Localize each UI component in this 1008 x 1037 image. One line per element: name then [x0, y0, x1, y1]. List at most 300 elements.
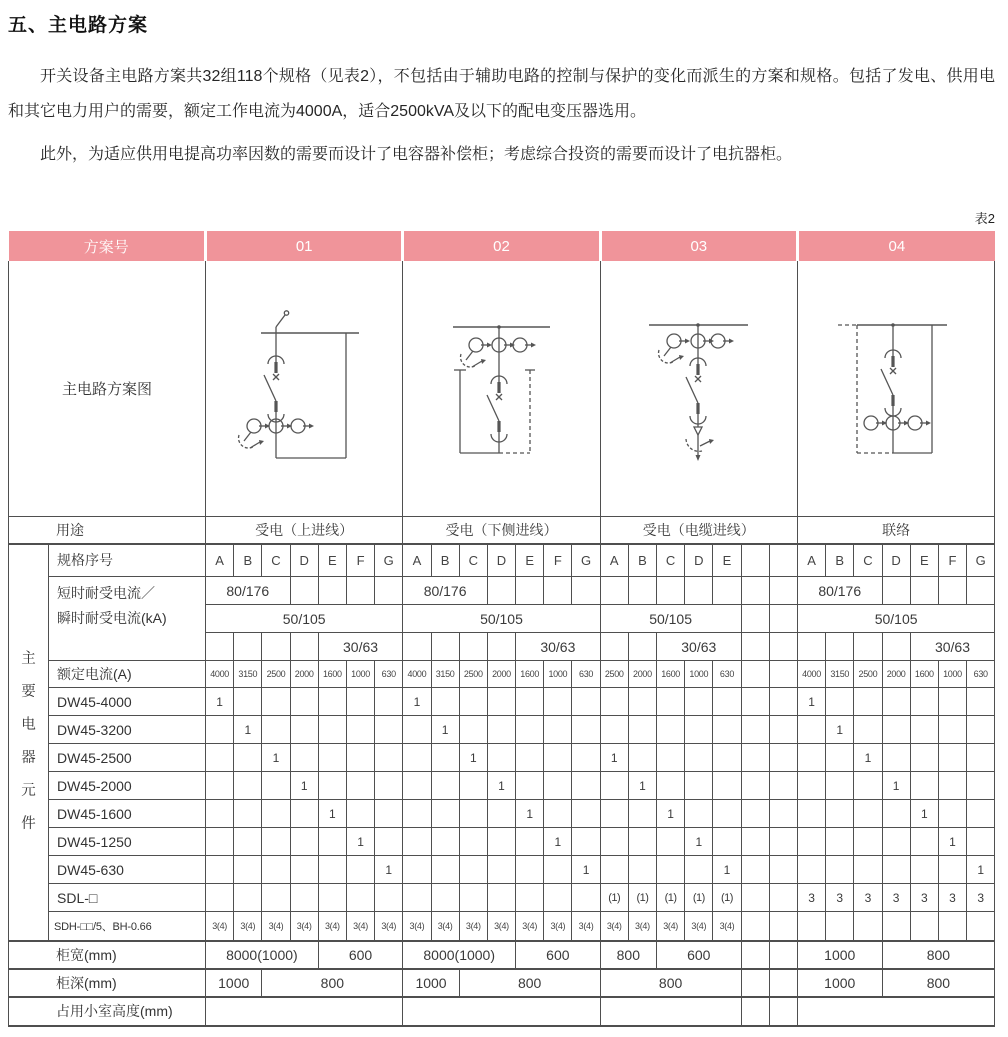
cell	[516, 577, 544, 605]
cell	[685, 716, 713, 744]
cell	[459, 856, 487, 884]
cell	[938, 744, 966, 772]
cell	[769, 969, 797, 997]
cell	[375, 577, 403, 605]
cell: 1	[797, 688, 825, 716]
cell: 1000	[346, 661, 374, 688]
cell	[769, 912, 797, 941]
cell: 1000	[797, 941, 882, 969]
cell	[713, 688, 741, 716]
cell	[741, 544, 769, 577]
cell: D	[882, 544, 910, 577]
cell	[826, 856, 854, 884]
cell	[234, 856, 262, 884]
cell: 80/176	[797, 577, 882, 605]
row-label: 柜宽(mm)	[9, 941, 206, 969]
cell	[713, 744, 741, 772]
cell	[741, 577, 769, 605]
cell	[769, 997, 797, 1026]
cell	[234, 633, 262, 661]
cell: 3(4)	[234, 912, 262, 941]
diagram-row	[9, 261, 995, 517]
cell: 630	[967, 661, 995, 688]
cell	[910, 912, 938, 941]
cell	[206, 884, 234, 912]
cell: F	[938, 544, 966, 577]
row-label: SDL-□	[49, 884, 206, 912]
cell: 3(4)	[628, 912, 656, 941]
cell	[516, 772, 544, 800]
paragraph-1: 开关设备主电路方案共32组118个规格（见表2），不包括由于辅助电路的控制与保护的变化而派生的方案和规格。包括了发电、供用电和其它电力用户的需要，额定工作电流为4000A，适合2500kVA及以下的配电变压器选用。	[8, 68, 995, 120]
cell	[206, 633, 234, 661]
cell: 630	[572, 661, 600, 688]
cell	[403, 744, 431, 772]
cell	[685, 688, 713, 716]
usage-scheme-03: 受电（电缆进线）	[600, 517, 797, 544]
cell: 4000	[206, 661, 234, 688]
cell: 1	[318, 800, 346, 828]
cell	[346, 716, 374, 744]
cell	[206, 772, 234, 800]
cell: D	[290, 544, 318, 577]
cell	[797, 912, 825, 941]
cell: 3(4)	[516, 912, 544, 941]
cell: 3(4)	[346, 912, 374, 941]
cell: C	[262, 544, 290, 577]
cell	[600, 688, 628, 716]
cell: 1	[628, 772, 656, 800]
cell	[234, 800, 262, 828]
cell: 1000	[797, 969, 882, 997]
cell: (1)	[657, 884, 685, 912]
cell: E	[713, 544, 741, 577]
cell	[741, 605, 769, 633]
cell	[431, 772, 459, 800]
cell	[487, 744, 515, 772]
cell	[459, 828, 487, 856]
cell: 2000	[628, 661, 656, 688]
cell	[826, 633, 854, 661]
cell	[769, 941, 797, 969]
cell	[262, 633, 290, 661]
cell	[713, 577, 741, 605]
cell	[459, 800, 487, 828]
cell: 8000(1000)	[206, 941, 319, 969]
cell: G	[967, 544, 995, 577]
cell	[713, 716, 741, 744]
row-label: 柜深(mm)	[9, 969, 206, 997]
component-row-dw45-2000	[9, 772, 995, 800]
cell: 3(4)	[403, 912, 431, 941]
cell	[487, 856, 515, 884]
cell	[882, 577, 910, 605]
cell	[544, 716, 572, 744]
cell: C	[459, 544, 487, 577]
cell	[910, 772, 938, 800]
cell	[938, 577, 966, 605]
scheme-number-label: 方案号	[9, 231, 206, 261]
cell	[741, 912, 769, 941]
cell	[290, 828, 318, 856]
cell	[375, 688, 403, 716]
cell: 3(4)	[657, 912, 685, 941]
cell: 30/63	[910, 633, 995, 661]
room-height-row	[9, 997, 995, 1026]
cell	[600, 772, 628, 800]
cell	[346, 772, 374, 800]
cell	[657, 772, 685, 800]
cell	[516, 884, 544, 912]
cell	[544, 772, 572, 800]
cell	[487, 688, 515, 716]
cell	[769, 856, 797, 884]
cell	[262, 716, 290, 744]
cell	[403, 997, 600, 1026]
cell	[431, 884, 459, 912]
cell	[572, 884, 600, 912]
cell: 1	[375, 856, 403, 884]
cell	[741, 688, 769, 716]
cell	[572, 772, 600, 800]
cell: G	[375, 544, 403, 577]
cell	[797, 744, 825, 772]
cell: 4000	[403, 661, 431, 688]
cell	[487, 577, 515, 605]
cell	[910, 688, 938, 716]
cell: 1	[234, 716, 262, 744]
scheme-02-diagram-cell	[403, 261, 600, 517]
cell	[769, 716, 797, 744]
row-label: DW45-630	[49, 856, 206, 884]
cell: 3(4)	[685, 912, 713, 941]
cell: 3(4)	[262, 912, 290, 941]
cell	[403, 884, 431, 912]
cell: 3	[938, 884, 966, 912]
scheme-02-diagram	[403, 261, 600, 513]
cell	[769, 800, 797, 828]
cell	[797, 828, 825, 856]
cell: F	[544, 544, 572, 577]
usage-scheme-02: 受电（下侧进线）	[403, 517, 600, 544]
usage-label: 用途	[9, 517, 206, 544]
cell: 3	[967, 884, 995, 912]
cell: 1000	[206, 969, 262, 997]
cell: 600	[516, 941, 601, 969]
cell	[262, 884, 290, 912]
header-row	[9, 231, 995, 261]
rated-current-row	[9, 661, 995, 688]
cell: 1	[910, 800, 938, 828]
cell: 3(4)	[431, 912, 459, 941]
cell	[967, 800, 995, 828]
cell	[516, 688, 544, 716]
cell: 3150	[234, 661, 262, 688]
row-label: 额定电流(A)	[49, 661, 206, 688]
cell	[431, 633, 459, 661]
cell	[826, 772, 854, 800]
cell: D	[685, 544, 713, 577]
cell: (1)	[713, 884, 741, 912]
row-label: SDH-□□/5、BH-0.66	[49, 912, 206, 941]
scheme-01-diagram-cell	[206, 261, 403, 517]
cell: 1	[657, 800, 685, 828]
cell	[628, 688, 656, 716]
cell	[544, 744, 572, 772]
cell	[600, 716, 628, 744]
cell	[234, 884, 262, 912]
cell	[713, 828, 741, 856]
cell: 50/105	[797, 605, 994, 633]
cell	[206, 716, 234, 744]
component-row-dw45-4000	[9, 688, 995, 716]
cell	[769, 633, 797, 661]
cell	[967, 688, 995, 716]
cell	[318, 884, 346, 912]
cell: 8000(1000)	[403, 941, 516, 969]
cell: 1	[600, 744, 628, 772]
cell: (1)	[685, 884, 713, 912]
usage-scheme-04: 联络	[797, 517, 994, 544]
cell: 4000	[797, 661, 825, 688]
cell	[938, 856, 966, 884]
cell	[657, 856, 685, 884]
cell	[290, 688, 318, 716]
spec-serial-row	[9, 544, 995, 577]
cell	[346, 856, 374, 884]
cell	[572, 828, 600, 856]
cell: 1	[938, 828, 966, 856]
catalog-section	[8, 10, 995, 1027]
cell	[572, 688, 600, 716]
cell	[741, 856, 769, 884]
cell: 30/63	[318, 633, 403, 661]
cell	[628, 744, 656, 772]
cell	[769, 605, 797, 633]
cell: 1	[431, 716, 459, 744]
cell	[290, 633, 318, 661]
cell	[797, 716, 825, 744]
cell: 2500	[854, 661, 882, 688]
cell	[741, 941, 769, 969]
cell: 3(4)	[375, 912, 403, 941]
cell: 80/176	[206, 577, 291, 605]
cell: 1	[346, 828, 374, 856]
cell: 3(4)	[206, 912, 234, 941]
cell: 1600	[318, 661, 346, 688]
cell	[290, 800, 318, 828]
cell	[375, 800, 403, 828]
cell: 3	[826, 884, 854, 912]
cell	[628, 828, 656, 856]
cell: 1600	[910, 661, 938, 688]
scheme-01-header: 01	[206, 231, 403, 261]
cell: 3	[854, 884, 882, 912]
cell: 1	[262, 744, 290, 772]
cell	[713, 800, 741, 828]
cell	[346, 688, 374, 716]
cell: 3	[882, 884, 910, 912]
cell	[487, 633, 515, 661]
cell: A	[797, 544, 825, 577]
cell	[234, 744, 262, 772]
cell: E	[910, 544, 938, 577]
cell	[206, 997, 403, 1026]
component-row-sdh	[9, 912, 995, 941]
cell: 3(4)	[713, 912, 741, 941]
cell	[826, 744, 854, 772]
cell	[628, 856, 656, 884]
cell: 30/63	[516, 633, 601, 661]
cell	[600, 800, 628, 828]
cell	[403, 856, 431, 884]
cell	[459, 772, 487, 800]
cell	[797, 772, 825, 800]
cell: 3	[797, 884, 825, 912]
row-label: DW45-1250	[49, 828, 206, 856]
cell	[487, 828, 515, 856]
scheme-04-diagram	[798, 261, 995, 513]
cell	[459, 716, 487, 744]
cell	[854, 912, 882, 941]
cell	[572, 716, 600, 744]
cell	[769, 884, 797, 912]
cell	[403, 716, 431, 744]
cell: 1000	[403, 969, 459, 997]
scheme-03-header: 03	[600, 231, 797, 261]
cell	[685, 744, 713, 772]
cell	[318, 744, 346, 772]
cell	[741, 828, 769, 856]
section-title: 五、主电路方案	[8, 15, 149, 36]
cell	[234, 772, 262, 800]
cell	[769, 577, 797, 605]
cell	[769, 661, 797, 688]
cell	[206, 828, 234, 856]
scheme-03-diagram-cell	[600, 261, 797, 517]
cell	[262, 828, 290, 856]
cell: 1	[544, 828, 572, 856]
cell: 1	[487, 772, 515, 800]
cell: B	[628, 544, 656, 577]
table-caption: 表2	[974, 211, 995, 226]
usage-row	[9, 517, 995, 544]
cell	[544, 688, 572, 716]
cell	[882, 856, 910, 884]
cell	[967, 912, 995, 941]
cell	[572, 577, 600, 605]
row-label: DW45-3200	[49, 716, 206, 744]
cell	[290, 744, 318, 772]
cell	[910, 577, 938, 605]
cell	[318, 828, 346, 856]
cell: 1	[967, 856, 995, 884]
cell	[346, 800, 374, 828]
cell	[600, 997, 741, 1026]
cell	[375, 744, 403, 772]
row-label: DW45-2500	[49, 744, 206, 772]
cell	[657, 716, 685, 744]
cell	[600, 577, 628, 605]
component-row-dw45-630	[9, 856, 995, 884]
cell: 3(4)	[600, 912, 628, 941]
cell	[290, 884, 318, 912]
component-row-dw45-3200	[9, 716, 995, 744]
cell	[769, 744, 797, 772]
cell: 3(4)	[318, 912, 346, 941]
cell: C	[657, 544, 685, 577]
cell: 1	[882, 772, 910, 800]
cell	[685, 772, 713, 800]
main-circuit-scheme-table	[8, 231, 995, 1027]
cell	[459, 633, 487, 661]
cell: 3150	[826, 661, 854, 688]
cell	[375, 716, 403, 744]
cell	[346, 744, 374, 772]
cell	[741, 800, 769, 828]
cell: 1	[459, 744, 487, 772]
cell: F	[346, 544, 374, 577]
cell: 3(4)	[459, 912, 487, 941]
cell	[657, 577, 685, 605]
cabinet-depth-row	[9, 969, 995, 997]
cell: 800	[600, 969, 741, 997]
cell	[431, 688, 459, 716]
cell: 80/176	[403, 577, 488, 605]
cell: 800	[882, 969, 995, 997]
cell	[431, 828, 459, 856]
cell	[403, 772, 431, 800]
cell	[797, 997, 994, 1026]
cell	[234, 828, 262, 856]
cell: C	[854, 544, 882, 577]
cell	[318, 772, 346, 800]
diagram-row-label: 主电路方案图	[9, 261, 206, 517]
cell: 3(4)	[487, 912, 515, 941]
cell: 630	[375, 661, 403, 688]
cell	[431, 744, 459, 772]
cell	[826, 912, 854, 941]
cell	[206, 856, 234, 884]
cell	[262, 688, 290, 716]
cell	[741, 716, 769, 744]
cell: 3	[910, 884, 938, 912]
scheme-01-diagram	[206, 261, 403, 513]
cell	[713, 772, 741, 800]
cell	[967, 577, 995, 605]
cell: 2000	[882, 661, 910, 688]
cell	[797, 856, 825, 884]
cell	[600, 828, 628, 856]
cell	[403, 633, 431, 661]
cell	[516, 716, 544, 744]
cell: (1)	[600, 884, 628, 912]
cell	[375, 772, 403, 800]
cell	[290, 716, 318, 744]
cell: 630	[713, 661, 741, 688]
cell	[882, 716, 910, 744]
cell	[854, 633, 882, 661]
cell: A	[403, 544, 431, 577]
cell: D	[487, 544, 515, 577]
cell	[910, 856, 938, 884]
cell: B	[234, 544, 262, 577]
cell: E	[318, 544, 346, 577]
cell: 3(4)	[290, 912, 318, 941]
cell	[516, 828, 544, 856]
row-label: 短时耐受电流／ 瞬时耐受电流(kA)	[49, 577, 206, 661]
cell	[854, 716, 882, 744]
cell: 50/105	[403, 605, 600, 633]
